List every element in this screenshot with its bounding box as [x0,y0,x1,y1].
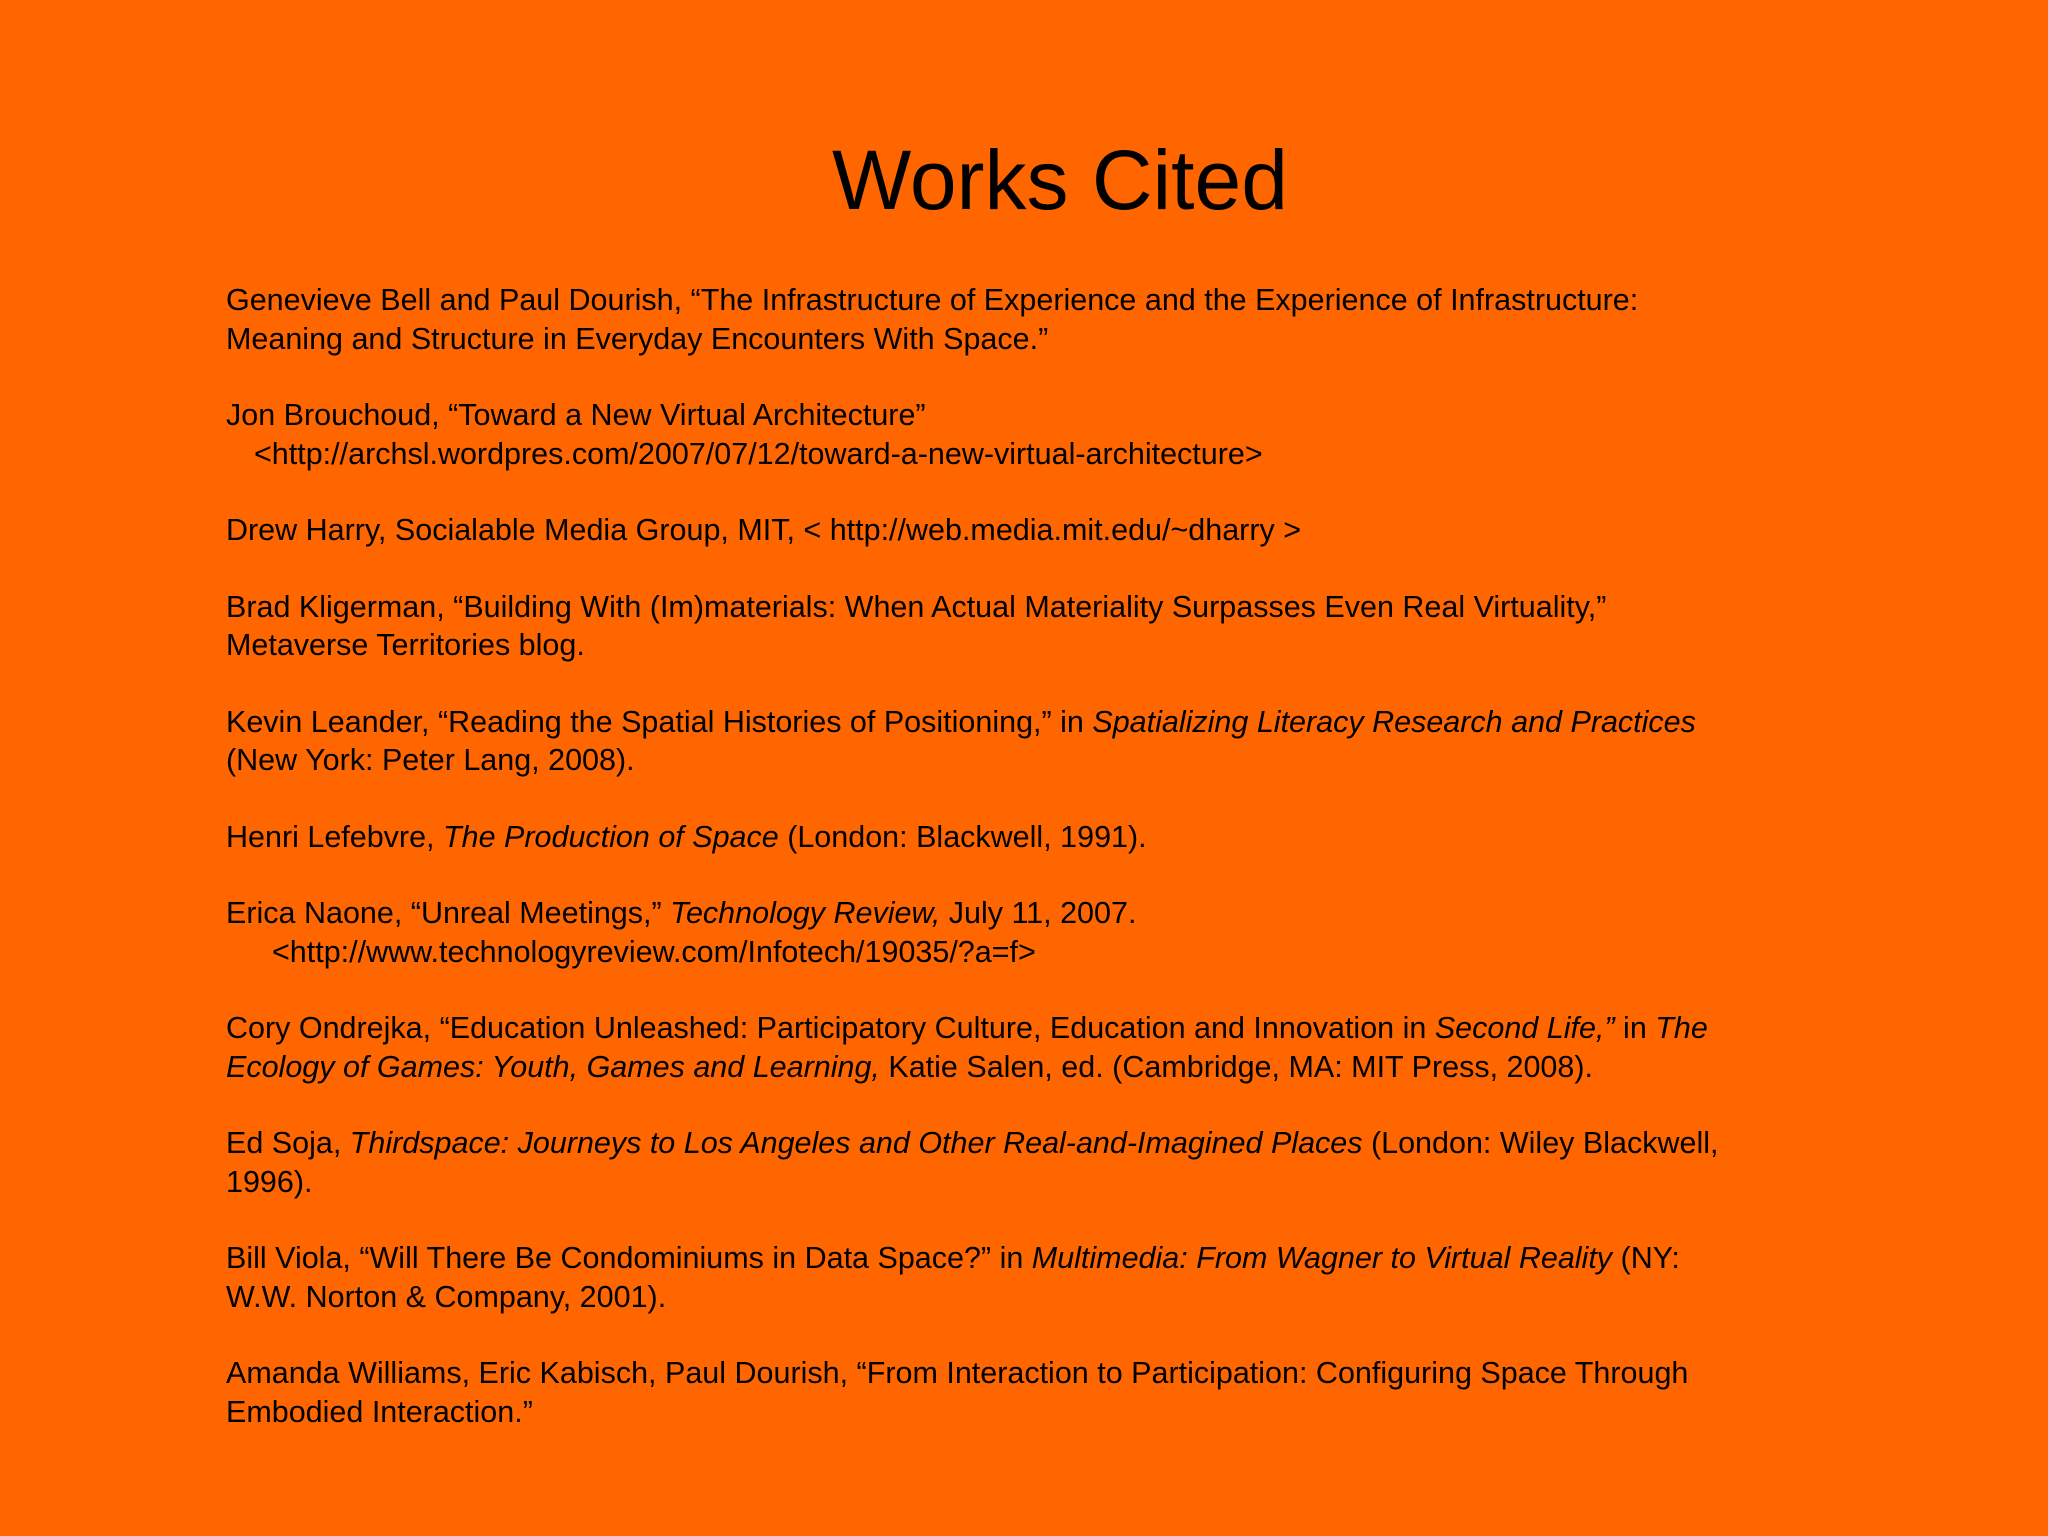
works-cited-list [226,281,1886,1469]
citation-entry [226,818,1886,857]
citation-text: <http://www.technologyreview.com/Infotech/19035/?a=f> [272,934,1036,969]
citation-text: Katie Salen, ed. (Cambridge, MA: MIT Press, 2008). [879,1049,1593,1084]
citation-title-italic: Second Life,” [1434,1011,1615,1045]
citation-line [226,1124,1886,1163]
citation-entry [226,894,1886,971]
slide-title: Works Cited [832,133,1288,227]
citation-line [226,626,1886,665]
citation-text: <http://archsl.wordpres.com/2007/07/12/toward-a-new-virtual-architecture> [254,436,1263,471]
citation-text: July 11, 2007. [940,896,1137,930]
citation-line [226,1239,1886,1278]
citation-entry [226,1239,1886,1316]
citation-entry [226,1124,1886,1201]
citation-line [226,320,1886,359]
citation-entry [226,281,1886,358]
citation-line [226,435,1886,474]
citation-title-italic: Ecology of Games: Youth, Games and Learning, [226,1049,880,1084]
citation-text: (NY: [1612,1241,1680,1275]
citation-text: Bill Viola, “Will There Be Condominiums in Data Space?” in [226,1241,1032,1275]
citation-text: Metaverse Territories blog. [226,628,585,662]
citation-line [226,1048,1886,1087]
citation-line [226,588,1886,627]
citation-text: (New York: Peter Lang, 2008). [226,743,635,777]
citation-entry [226,703,1886,780]
citation-line [226,1278,1886,1317]
citation-title-italic: The Production of Space [443,819,779,854]
citation-text: (London: Blackwell, 1991). [778,819,1147,854]
citation-text: Ed Soja, [226,1126,350,1160]
citation-entry [226,588,1886,665]
citation-line [226,1354,1886,1393]
citation-text: Erica Naone, “Unreal Meetings,” [226,896,671,930]
citation-line [226,703,1886,742]
citation-text: Cory Ondrejka, “Education Unleashed: Participatory Culture, Education and Innovation in [226,1011,1435,1045]
citation-title-italic: Multimedia: From Wagner to Virtual Reality [1031,1241,1613,1275]
citation-line [226,933,1886,972]
citation-text: (London: Wiley Blackwell, [1362,1126,1719,1160]
citation-line [226,281,1886,320]
citation-text: 1996). [226,1164,313,1199]
citation-text: Genevieve Bell and Paul Dourish, “The Infrastructure of Experience and the Experience of Infrastructure: [226,283,1639,317]
citation-line [226,1393,1886,1432]
citation-text: Meaning and Structure in Everyday Encounters With Space.” [226,321,1049,356]
citation-text: Kevin Leander, “Reading the Spatial Histories of Positioning,” in [226,704,1093,739]
citation-text: in [1614,1011,1656,1045]
citation-line [226,894,1886,933]
citation-text: Henri Lefebvre, [226,819,443,854]
citation-entry [226,1009,1886,1086]
citation-line [226,741,1886,780]
citation-text: Drew Harry, Socialable Media Group, MIT, < http://web.media.mit.edu/~dharry > [226,513,1302,547]
citation-line [226,396,1886,435]
citation-text: Brad Kligerman, “Building With (Im)materials: When Actual Materiality Surpasses Even Real Virtuality,” [226,589,1607,624]
citation-line [226,511,1886,550]
citation-text: Jon Brouchoud, “Toward a New Virtual Architecture” [226,398,926,432]
citation-line [226,1009,1886,1048]
citation-entry [226,511,1886,550]
citation-entry [226,396,1886,473]
citation-title-italic: Thirdspace: Journeys to Los Angeles and Other Real-and-Imagined Places [349,1126,1363,1160]
citation-text: Embodied Interaction.” [226,1394,533,1429]
citation-line [226,1163,1886,1202]
citation-title-italic: Technology Review, [670,896,941,930]
citation-text: Amanda Williams, Eric Kabisch, Paul Dourish, “From Interaction to Participation: Configuring Space Through [226,1356,1689,1390]
citation-title-italic: The [1655,1011,1708,1045]
citation-text: W.W. Norton & Company, 2001). [226,1279,667,1314]
citation-line [226,818,1886,857]
citation-title-italic: Spatializing Literacy Research and Practices [1092,704,1696,739]
citation-entry [226,1354,1886,1431]
